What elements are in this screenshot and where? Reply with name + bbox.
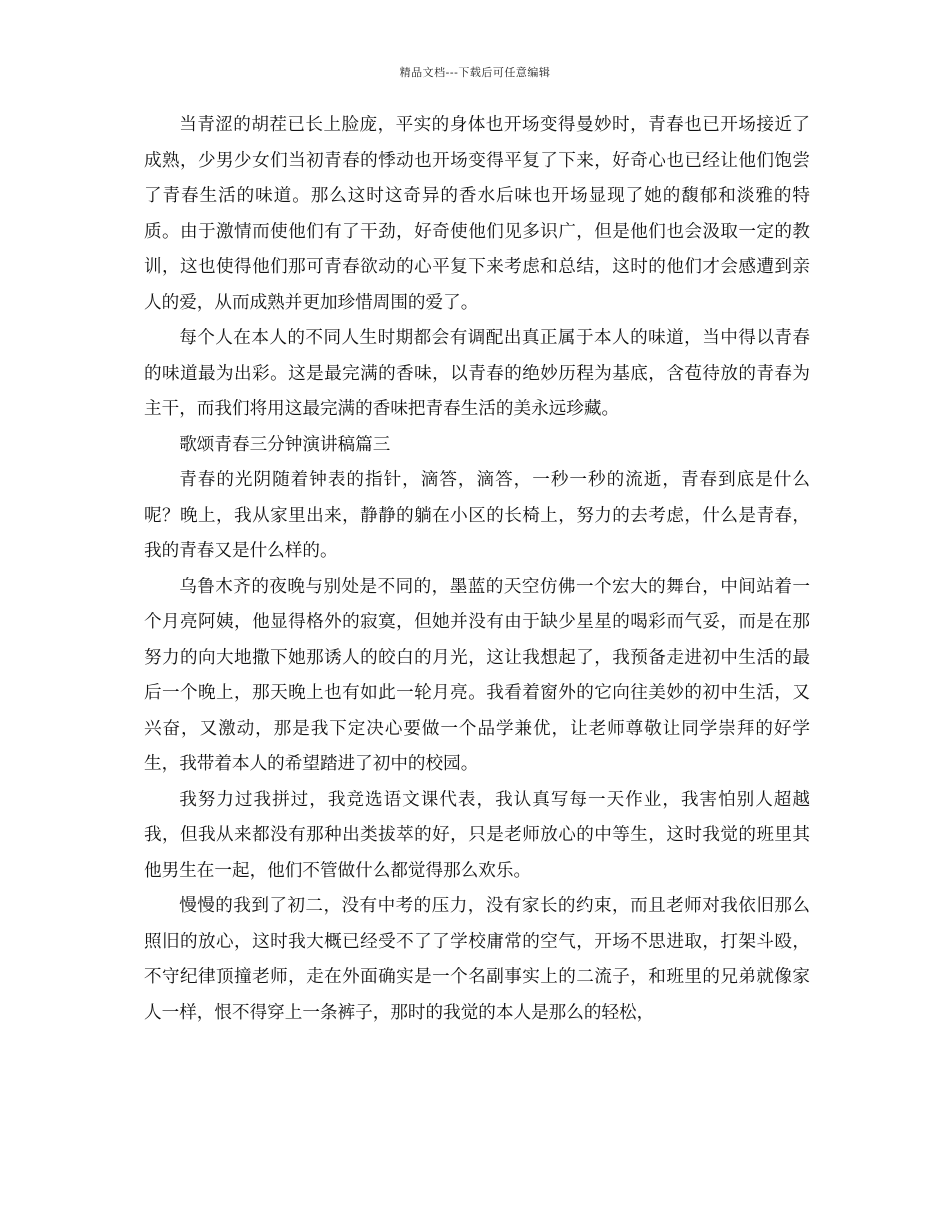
paragraph: 乌鲁木齐的夜晚与别处是不同的，墨蓝的天空仿佛一个宏大的舞台，中间站着一个月亮阿姨，他显得格外的寂寞，但她并没有由于缺少星星的喝彩而气妥，而是在那努力的向大地撒下她那诱人的皎白的月光，这让我想起了，我预备走进初中生活的最后一个晚上，那天晚上也有如此一轮月亮。我看着窗外的它向往美妙的初中生活，又兴奋，又激动，那是我下定决心要做一个品学兼优，让老师尊敬让同学崇拜的好学生，我带着本人的希望踏进了初中的校园。 (144, 576, 810, 774)
paragraph: 我努力过我拼过，我竞选语文课代表，我认真写每一天作业，我害怕别人超越我，但我从来都没有那种出类拔萃的好，只是老师放心的中等生，这时我觉的班里其他男生在一起，他们不管做什么都觉得那么欢乐。 (144, 789, 810, 881)
document-body (144, 108, 810, 1031)
paragraph: 青春的光阴随着钟表的指针，滴答，滴答，一秒一秒的流逝，青春到底是什么呢？晚上，我从家里出来，静静的躺在小区的长椅上，努力的去考虑，什么是青春，我的青春又是什么样的。 (144, 470, 810, 561)
section-heading: 歌颂青春三分钟演讲稿篇三 (179, 434, 391, 455)
paragraph: 当青涩的胡茬已长上脸庞，平实的身体也开场变得曼妙时，青春也已开场接近了成熟，少男少女们当初青春的悸动也开场变得平复了下来，好奇心也已经让他们饱尝了青春生活的味道。那么这时这奇异的香水后味也开场显现了她的馥郁和淡雅的特质。由于激情而使他们有了干劲，好奇使他们见多识广，但是他们也会汲取一定的教训，这也使得他们那可青春欲动的心平复下来考虑和总结，这时的他们才会感遭到亲人的爱，从而成熟并更加珍惜周围的爱了。 (144, 115, 810, 313)
paragraph: 每个人在本人的不同人生时期都会有调配出真正属于本人的味道，当中得以青春的味道最为出彩。这是最完满的香味，以青春的绝妙历程为基底，含苞待放的青春为主干，而我们将用这最完满的香味把青春生活的美永远珍藏。 (144, 328, 810, 419)
paragraph: 慢慢的我到了初二，没有中考的压力，没有家长的约束，而且老师对我依旧那么照旧的放心，这时我大概已经受不了了学校庸常的空气，开场不思进取，打架斗殴，不守纪律顶撞老师，走在外面确实是一个名副事实上的二流子，和班里的兄弟就像家人一样，恨不得穿上一条裤子，那时的我觉的本人是那么的轻松， (144, 896, 810, 1023)
page-header: 精品文档---下载后可任意编辑 (399, 66, 551, 79)
